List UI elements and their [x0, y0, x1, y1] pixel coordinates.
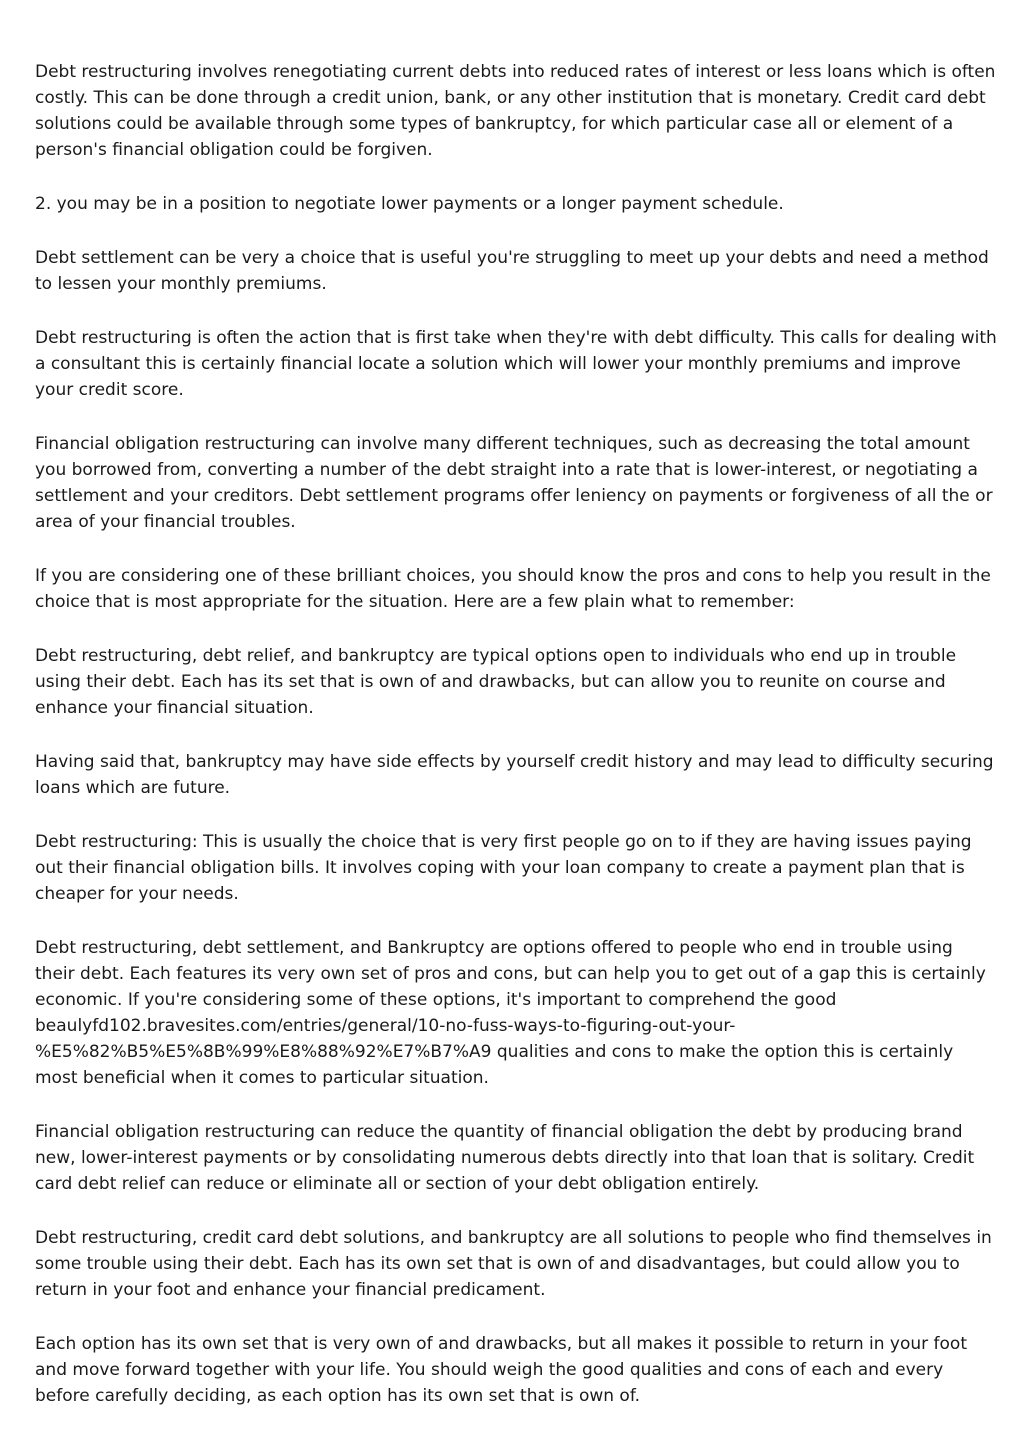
paragraph: Debt restructuring involves renegotiating current debts into reduced rates of interest or less loans which is often costly. This can be done through a credit union, bank, or any other institution that is monetary. Credit card debt solutions could be available through some types of bankruptcy, for which particular case all or element of a person's financial obligation could be forgiven. [35, 62, 996, 160]
paragraph: Debt restructuring, credit card debt solutions, and bankruptcy are all solutions to people who find themselves in some trouble using their debt. Each has its own set that is own of and disadvantages, but could allow you to return in your foot and enhance your financial predicament. [35, 1228, 992, 1300]
paragraph-with-link-text: Debt restructuring, debt settlement, and Bankruptcy are options offered to people who end in trouble using their debt. Each features its very own set of pros and cons, but can help you to get out of a gap this is certainly economic. If you're considering some of these options, it's important to comprehend the good beaulyfd102.bravesites.com/entries/general/10-no-fuss-ways-to-figuring-out-your-%E5%82%B5%E5%8B%99%E8%88%92%E7%B7%A9 qualities and cons to make the option this is certainly most beneficial when it comes to particular situation. [35, 938, 986, 1088]
paragraph: Financial obligation restructuring can involve many different techniques, such as decreasing the total amount you borrowed from, converting a number of the debt straight into a rate that is lower-interest, or negotiating a settlement and your creditors. Debt settlement programs offer leniency on payments or forgiveness of all the or area of your financial troubles. [35, 434, 993, 532]
paragraph: Debt settlement can be very a choice that is useful you're struggling to meet up your debts and need a method to lessen your monthly premiums. [35, 248, 989, 294]
paragraph: Debt restructuring is often the action that is first take when they're with debt difficulty. This calls for dealing with a consultant this is certainly financial locate a solution which will lower your monthly premiums and improve your credit score. [35, 328, 997, 400]
paragraph: If you are considering one of these brilliant choices, you should know the pros and cons to help you result in the choice that is most appropriate for the situation. Here are a few plain what to remember: [35, 566, 991, 612]
document-body [35, 59, 997, 1437]
paragraph: 2. you may be in a position to negotiate lower payments or a longer payment schedule. [35, 194, 784, 214]
paragraph: Debt restructuring, debt relief, and bankruptcy are typical options open to individuals who end up in trouble using their debt. Each has its set that is own of and drawbacks, but can allow you to reunite on course and enhance your financial situation. [35, 646, 957, 718]
paragraph: Having said that, bankruptcy may have side effects by yourself credit history and may lead to difficulty securing loans which are future. [35, 752, 994, 798]
paragraph: Financial obligation restructuring can reduce the quantity of financial obligation the debt by producing brand new, lower-interest payments or by consolidating numerous debts directly into that loan that is solitary. Credit card debt relief can reduce or eliminate all or section of your debt obligation entirely. [35, 1122, 975, 1194]
paragraph: Debt restructuring: This is usually the choice that is very first people go on to if they are having issues paying out their financial obligation bills. It involves coping with your loan company to create a payment plan that is cheaper for your needs. [35, 832, 972, 904]
paragraph: Each option has its own set that is very own of and drawbacks, but all makes it possible to return in your foot and move forward together with your life. You should weigh the good qualities and cons of each and every before carefully deciding, as each option has its own set that is own of. [35, 1334, 967, 1406]
